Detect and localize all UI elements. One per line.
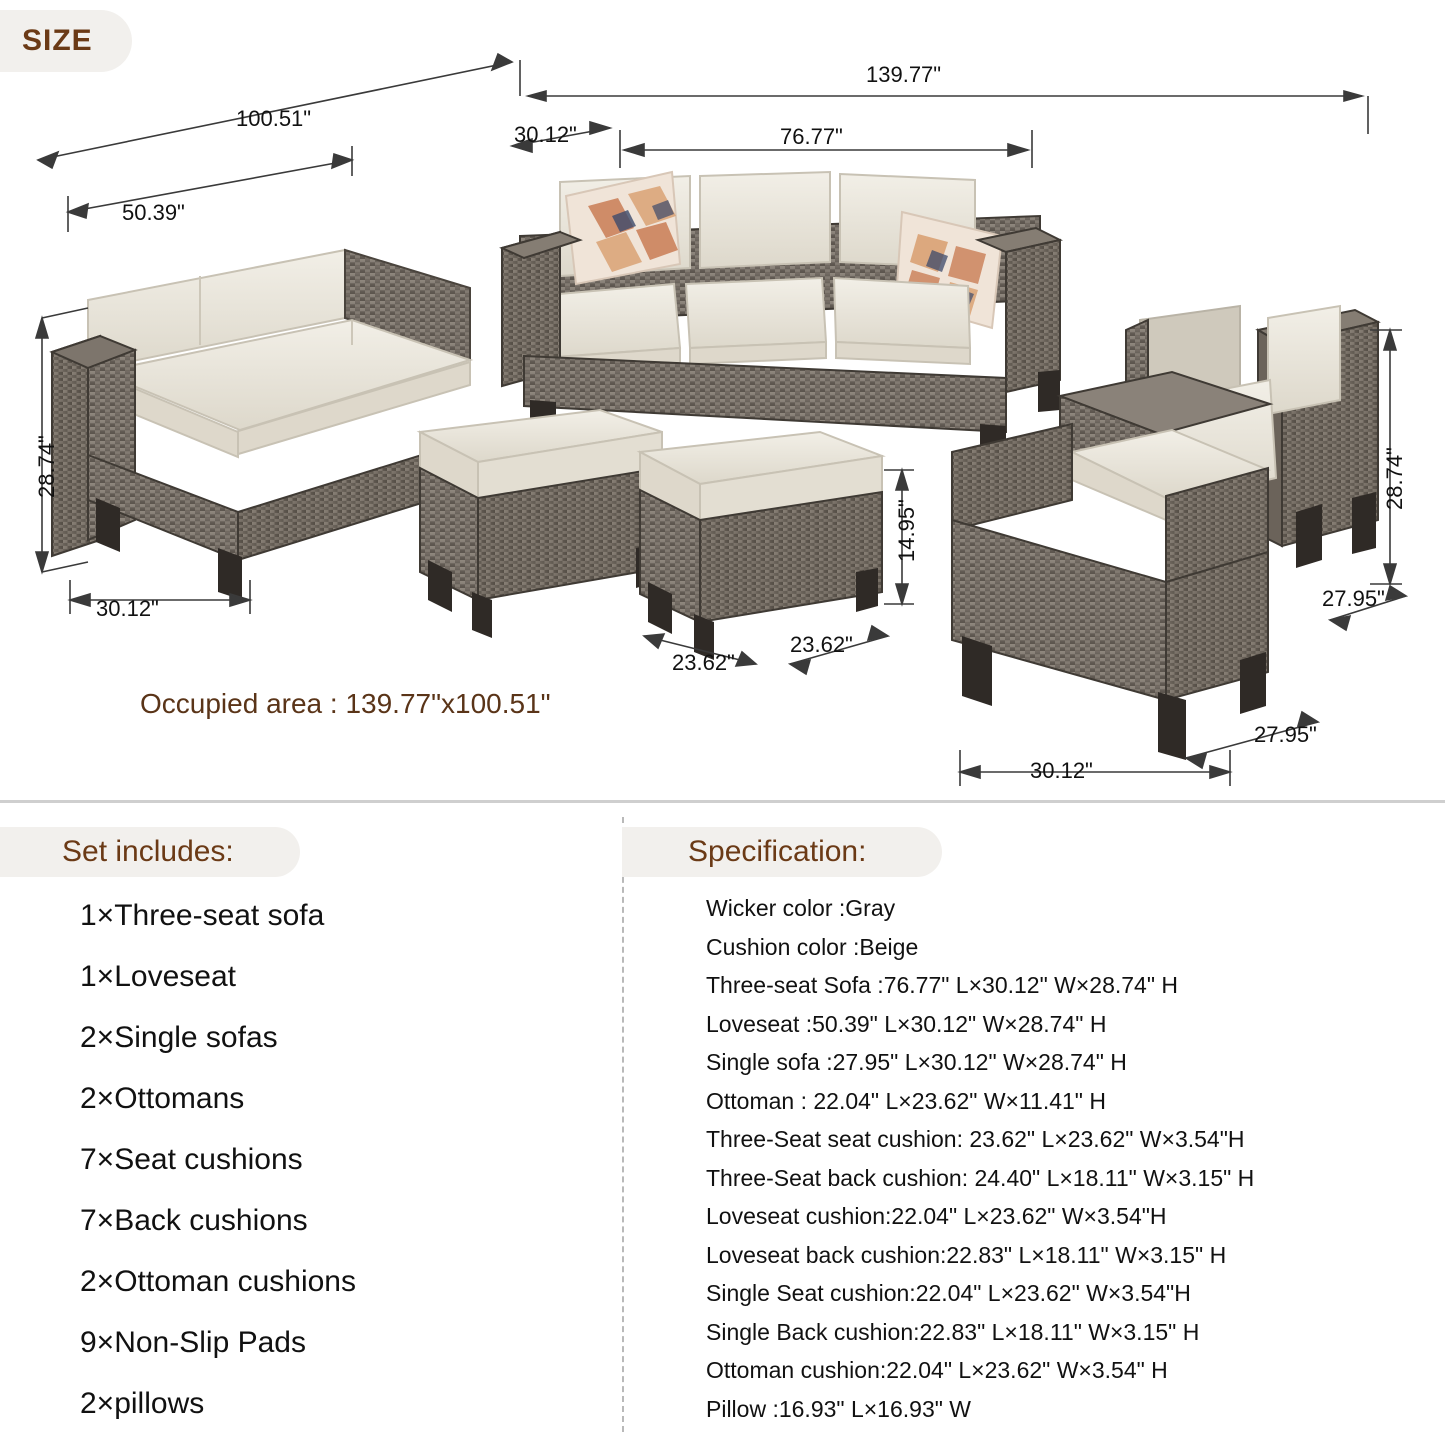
list-item: Single sofa :27.95" L×30.12" W×28.74" H bbox=[706, 1049, 1127, 1075]
dim-single-height: 28.74" bbox=[1382, 447, 1407, 510]
list-item: Loveseat cushion:22.04" L×23.62" W×3.54"H bbox=[706, 1203, 1167, 1229]
dim-loveseat-depth: 30.12" bbox=[96, 596, 159, 621]
specification-header bbox=[622, 827, 942, 877]
list-item: Wicker color :Gray bbox=[706, 895, 896, 921]
list-item: Loveseat :50.39" L×30.12" W×28.74" H bbox=[706, 1010, 1107, 1037]
dim-overall-width: 139.77" bbox=[866, 62, 942, 87]
dim-sofa-depth-top: 30.12" bbox=[514, 122, 577, 147]
list-item: Single Seat cushion:22.04" L×23.62" W×3.54"H bbox=[706, 1280, 1191, 1306]
dim-loveseat-width-top: 50.39" bbox=[122, 200, 185, 225]
list-item: 2×pillows bbox=[80, 1387, 205, 1420]
dim-ottoman-depth: 23.62" bbox=[790, 632, 853, 657]
list-item: 2×Ottomans bbox=[80, 1082, 245, 1115]
list-item: 7×Back cushions bbox=[80, 1204, 308, 1237]
set-includes-list bbox=[80, 885, 356, 1434]
dim-ottoman-height: 14.95" bbox=[894, 499, 919, 562]
size-badge-label: SIZE bbox=[22, 24, 93, 57]
list-item: 1×Three-seat sofa bbox=[80, 899, 325, 932]
list-item: Three-Seat seat cushion: 23.62" L×23.62" W×3.54"H bbox=[706, 1126, 1245, 1152]
list-item: Ottoman : 22.04" L×23.62" W×11.41" H bbox=[706, 1087, 1106, 1114]
list-item: Cushion color :Beige bbox=[706, 933, 919, 960]
info-section bbox=[0, 800, 1445, 1445]
list-item: Pillow :16.93" L×16.93" W bbox=[706, 1395, 972, 1422]
specification-list bbox=[706, 889, 1254, 1428]
list-item: 9×Non-Slip Pads bbox=[80, 1326, 306, 1359]
list-item: 2×Single sofas bbox=[80, 1021, 278, 1054]
set-includes-title: Set includes: bbox=[62, 835, 234, 868]
dim-single-depth-front: 27.95" bbox=[1254, 722, 1317, 747]
occupied-area-label: Occupied area : 139.77"x100.51" bbox=[140, 688, 551, 719]
dim-ottoman-width: 23.62" bbox=[672, 650, 735, 675]
list-item: 2×Ottoman cushions bbox=[80, 1265, 356, 1298]
list-item: Three-seat Sofa :76.77" L×30.12" W×28.74" H bbox=[706, 972, 1179, 998]
dim-loveseat-diagonal: 100.51" bbox=[236, 106, 312, 131]
specification-title: Specification: bbox=[688, 835, 867, 868]
dim-single-width: 30.12" bbox=[1030, 758, 1093, 783]
set-includes-header bbox=[0, 827, 300, 877]
panel-divider bbox=[622, 817, 624, 1432]
list-item: Ottoman cushion:22.04" L×23.62" W×3.54" H bbox=[706, 1357, 1168, 1383]
list-item: Three-Seat back cushion: 24.40" L×18.11" W×3.15" H bbox=[706, 1164, 1255, 1191]
dim-single-depth-right: 27.95" bbox=[1322, 586, 1385, 611]
list-item: Loveseat back cushion:22.83" L×18.11" W×3.15" H bbox=[706, 1241, 1227, 1268]
dim-loveseat-height: 28.74" bbox=[34, 435, 59, 498]
list-item: 7×Seat cushions bbox=[80, 1143, 303, 1176]
dim-sofa-width-top: 76.77" bbox=[780, 124, 843, 149]
list-item: Single Back cushion:22.83" L×18.11" W×3.15" H bbox=[706, 1318, 1200, 1345]
list-item: 1×Loveseat bbox=[80, 960, 236, 993]
